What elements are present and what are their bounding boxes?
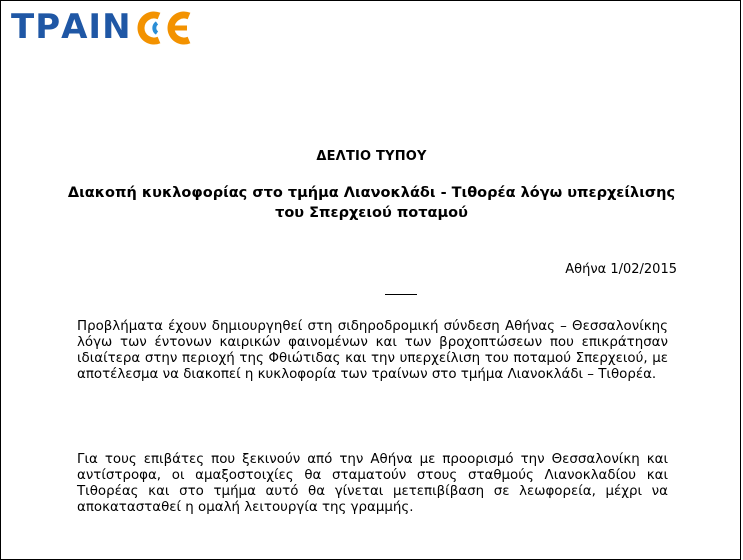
logo-swirl-icon <box>133 10 191 46</box>
press-release-heading: ΔΕΛΤΙΟ ΤΥΠΟΥ <box>316 149 427 164</box>
body-paragraph-1: Προβλήματα έχουν δημιουργηθεί στη σιδηροδρομική σύνδεση Αθήνας – Θεσσαλονίκης λόγω των έντονων καιρικών φαινομένων και των βροχοπτώσεων που επικράτησαν ιδιαίτερα στην περιοχή της Φθιώτιδας και την υπερχείλιση του ποταμού Σπερχειού, με αποτέλεσμα να διακοπεί η κυκλοφορία των τραίνων στο τμήμα Λιανοκλάδι – Τιθορέα. <box>77 319 668 382</box>
trainose-logo <box>11 7 191 47</box>
short-divider <box>385 294 417 295</box>
press-release-title: Διακοπή κυκλοφορίας στο τμήμα Λιανοκλάδι - Τιθορέα λόγω υπερχείλισης του Σπερχειού ποταμού <box>67 185 676 221</box>
body-paragraph-2: Για τους επιβάτες που ξεκινούν από την Αθήνα με προορισμό την Θεσσαλονίκη και αντίστροφα, οι αμαξοστοιχίες θα σταματούν στους σταθμούς Λιανοκλαδίου και Τιθορέας και στο τμήμα αυτό θα γίνεται μετεπιβίβαση σε λεωφορεία, μέχρι να αποκατασταθεί η ομαλή λειτουργία της γραμμής. <box>77 452 668 515</box>
press-release-date: Αθήνα 1/02/2015 <box>565 262 677 277</box>
logo-text: ΤΡΑΙΝ <box>11 7 132 47</box>
